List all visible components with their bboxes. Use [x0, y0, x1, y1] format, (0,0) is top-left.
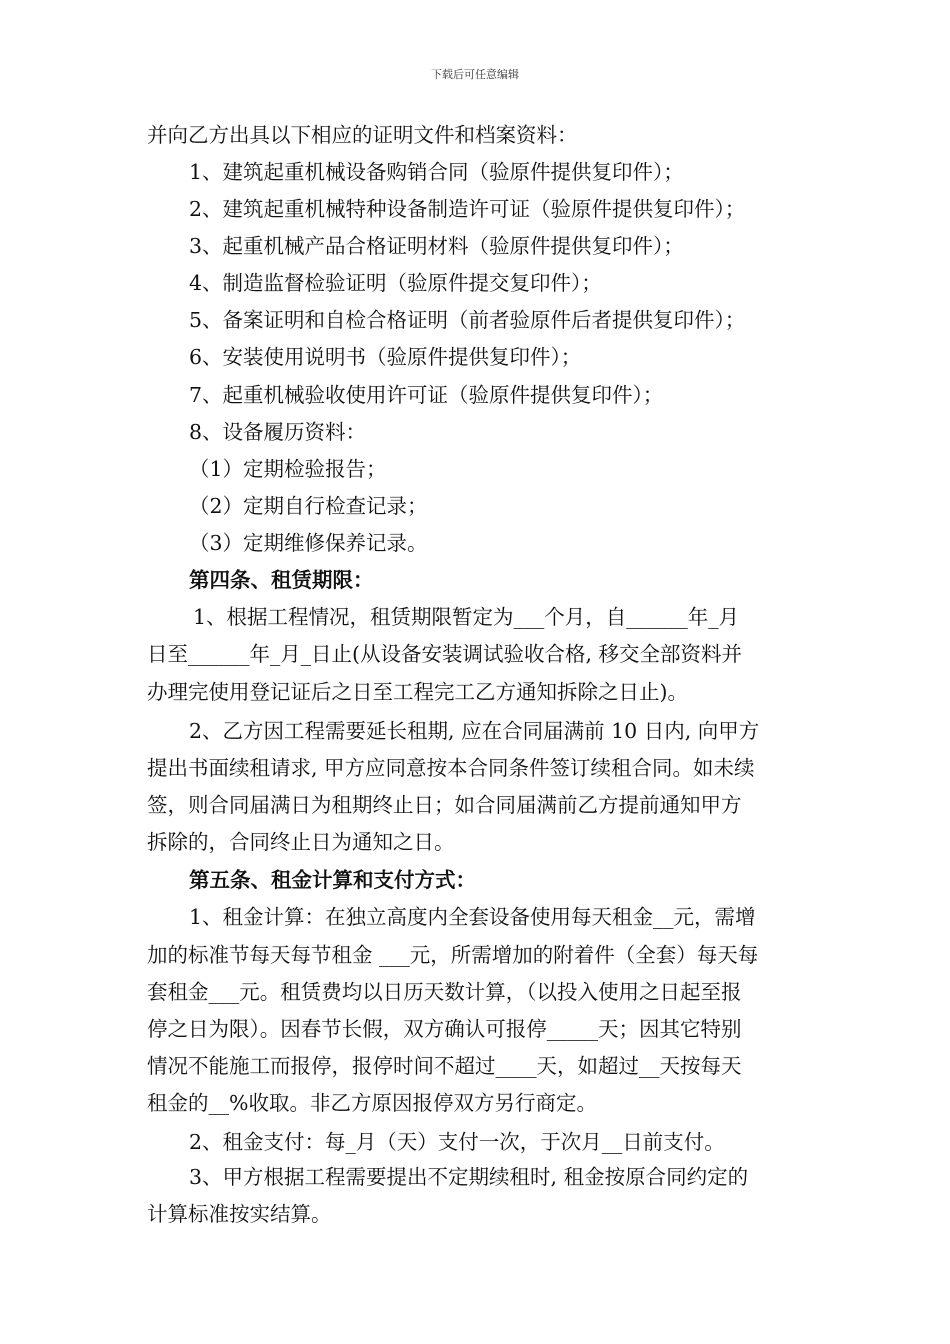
- text-line: 办理完使用登记证后之日至工程完工乙方通知拆除之日止)。: [147, 680, 688, 704]
- text-line: 计算标准按实结算。: [147, 1202, 332, 1226]
- section-heading: 第五条、租金计算和支付方式：: [189, 868, 476, 892]
- text-line: 1、建筑起重机械设备购销合同（验原件提供复印件）；: [189, 160, 684, 184]
- text-line: 2、建筑起重机械特种设备制造许可证（验原件提供复印件）；: [189, 197, 746, 221]
- text-line: 3、甲方根据工程需要提出不定期续租时, 租金按原合同约定的: [189, 1165, 749, 1189]
- text-line: 6、安装使用说明书（验原件提供复印件）；: [189, 345, 582, 369]
- text-line: 1、租金计算：在独立高度内全套设备使用每天租金__元，需增: [189, 905, 756, 929]
- text-line: 8、设备履历资料：: [189, 420, 367, 444]
- text-line: 3、起重机械产品合格证明材料（验原件提供复印件）；: [189, 234, 684, 258]
- text-line: 2、租金支付：每_月（天）支付一次，于次月__日前支付。: [189, 1130, 725, 1154]
- text-line: 拆除的，合同终止日为通知之日。: [147, 830, 455, 854]
- text-line: （3）定期维修保养记录。: [189, 531, 428, 555]
- text-line: 2、乙方因工程需要延长租期, 应在合同届满前 10 日内, 向甲方: [189, 719, 760, 743]
- text-line: 5、备案证明和自检合格证明（前者验原件后者提供复印件）；: [189, 308, 746, 332]
- text-line: 4、制造监督检验证明（验原件提交复印件）；: [189, 271, 602, 295]
- text-line: 停之日为限）。因春节长假，双方确认可报停_____天；因其它特别: [147, 1017, 742, 1041]
- text-line: （1）定期检验报告；: [189, 457, 387, 481]
- text-line: 加的标准节每天每节租金 ___元，所需增加的附着件（全套）每天每: [147, 943, 759, 967]
- text-line: 7、起重机械验收使用许可证（验原件提供复印件）；: [189, 383, 664, 407]
- text-line: 日至______年_月_日止(从设备安装调试验收合格, 移交全部资料并: [147, 642, 743, 666]
- section-heading: 第四条、租赁期限：: [189, 568, 374, 592]
- text-line: 提出书面续租请求, 甲方应同意按本合同条件签订续租合同。如未续: [147, 756, 755, 780]
- text-line: 1、根据工程情况，租赁期限暂定为___个月，自______年_月: [193, 605, 740, 629]
- page-header: 下载后可任意编辑: [431, 68, 519, 81]
- text-line: 租金的__%收取。非乙方原因报停双方另行商定。: [147, 1091, 597, 1115]
- text-line: 套租金___元。租赁费均以日历天数计算，（以投入使用之日起至报: [147, 980, 742, 1004]
- text-line: 情况不能施工而报停，报停时间不超过____天，如超过__天按每天: [147, 1054, 742, 1078]
- text-line: 签，则合同届满日为租期终止日；如合同届满前乙方提前通知甲方: [147, 793, 742, 817]
- text-line: 并向乙方出具以下相应的证明文件和档案资料：: [147, 123, 578, 147]
- text-line: （2）定期自行检查记录；: [189, 494, 428, 518]
